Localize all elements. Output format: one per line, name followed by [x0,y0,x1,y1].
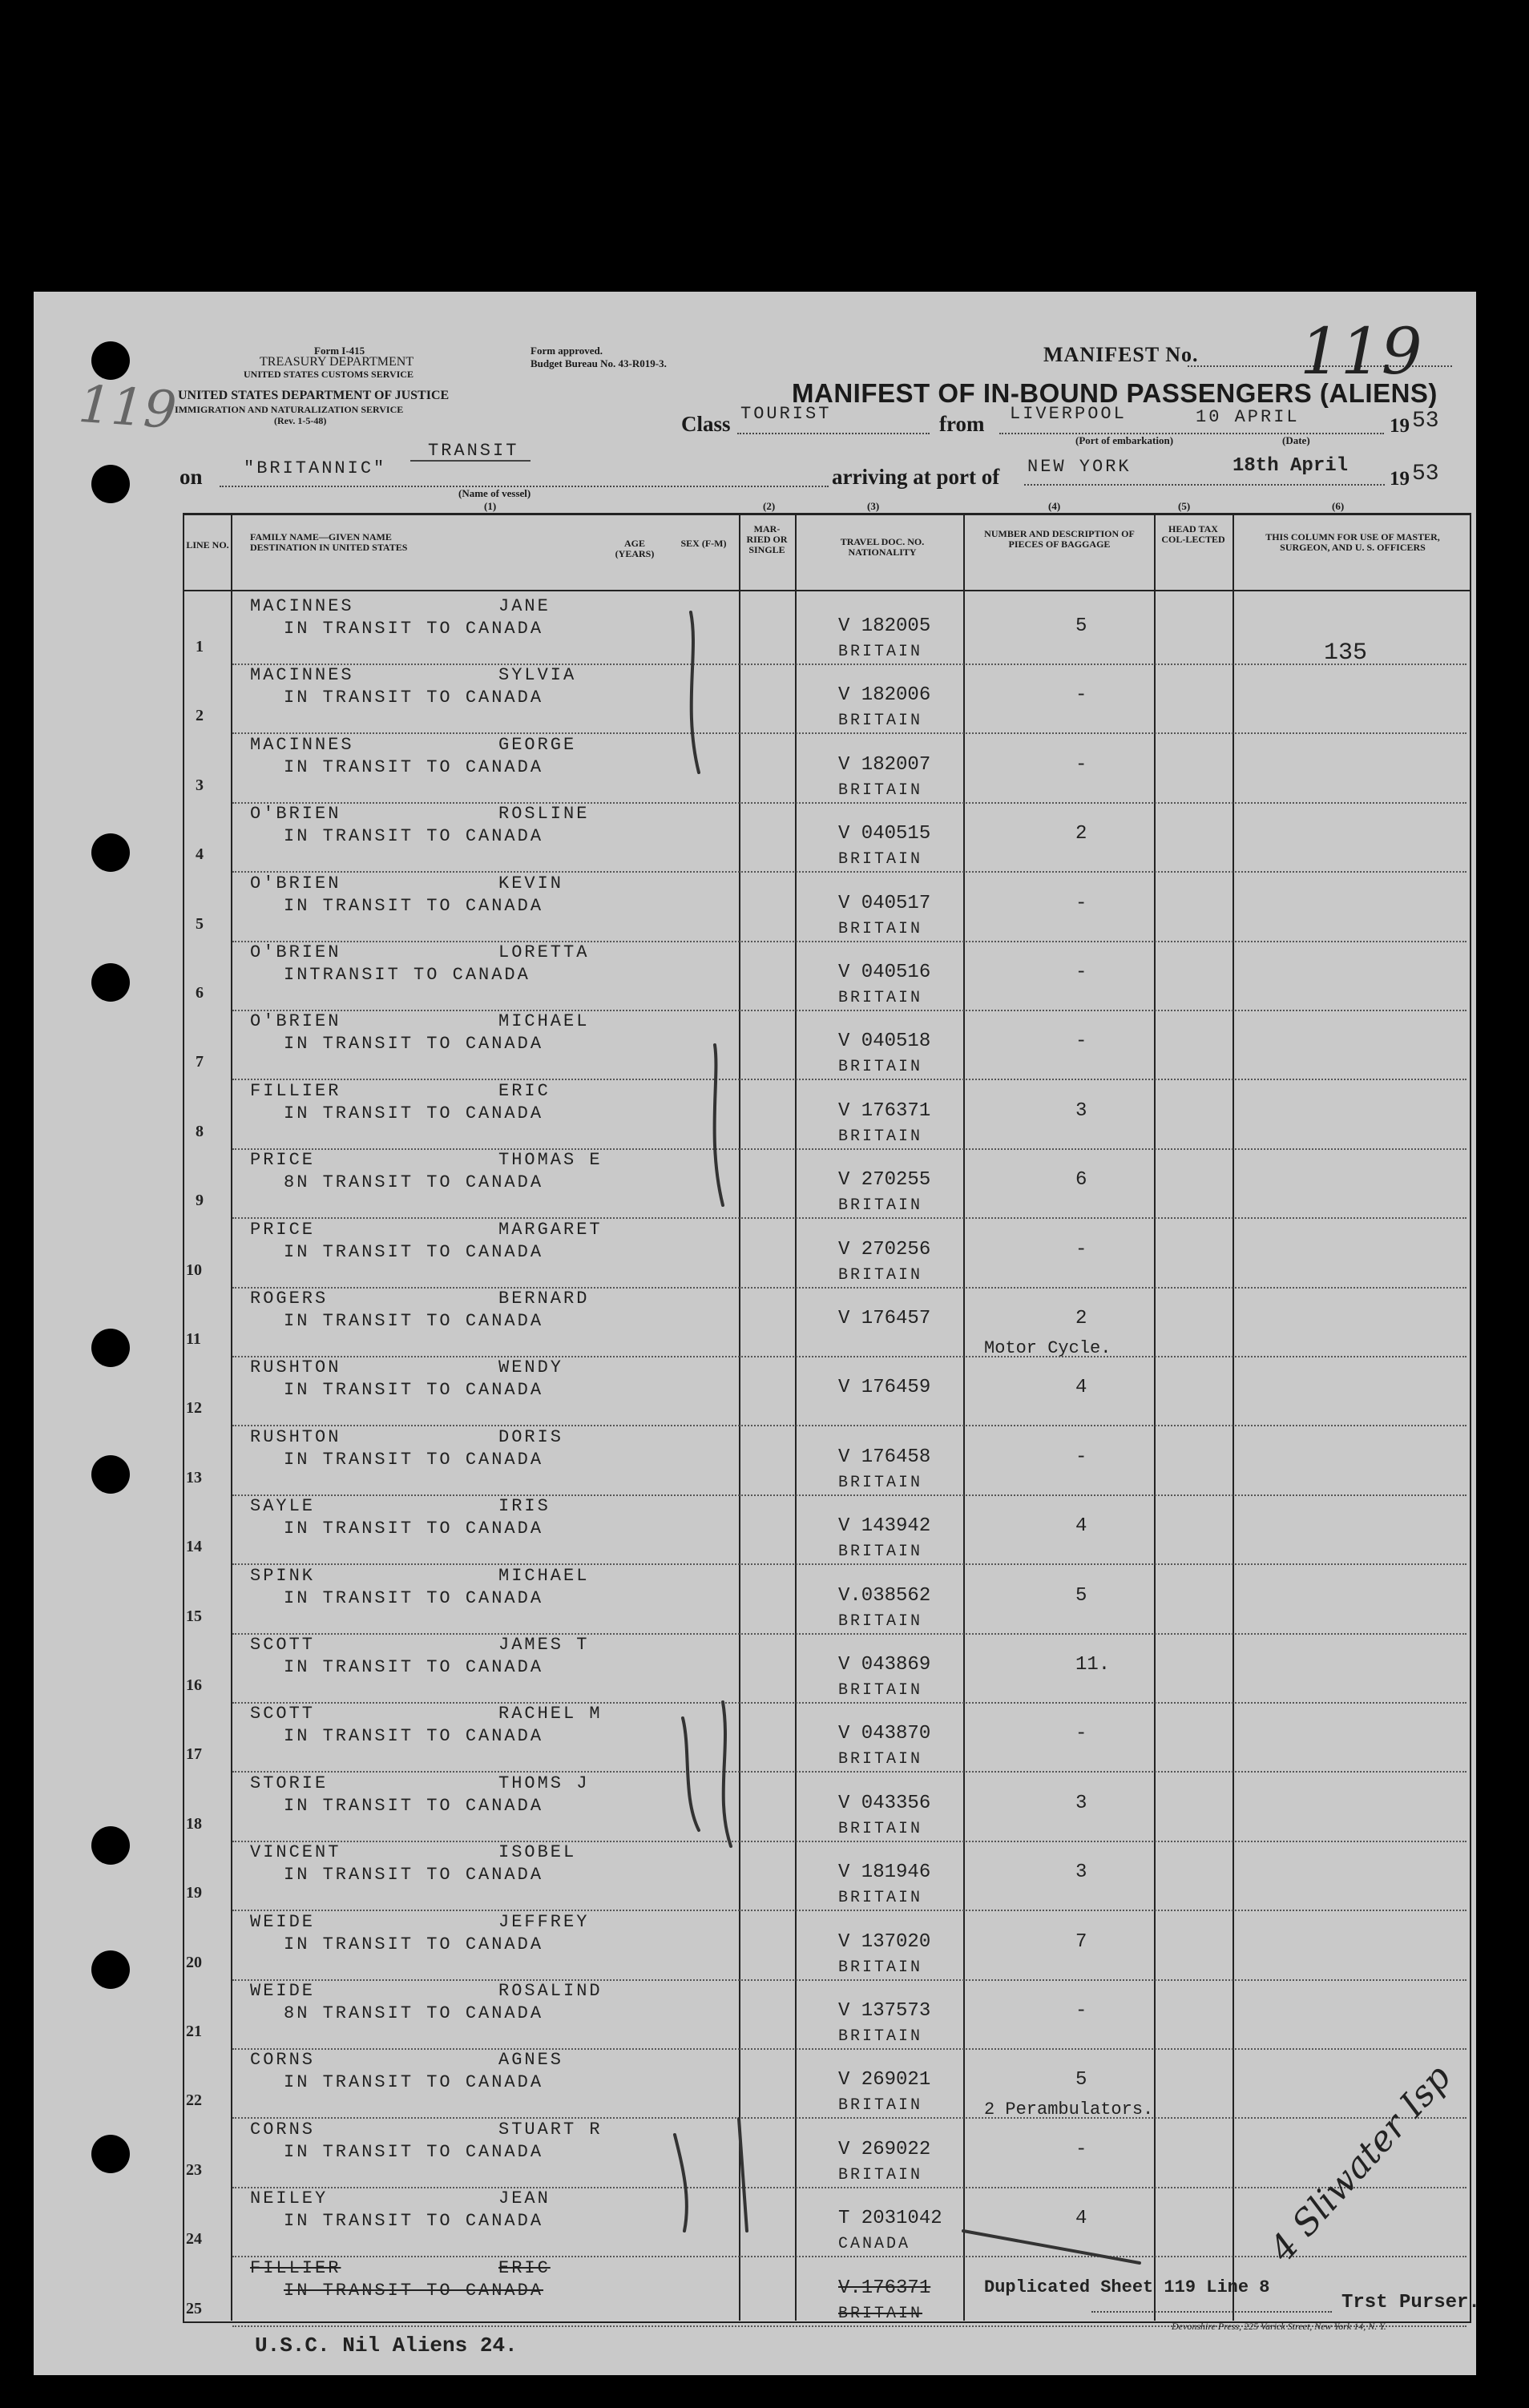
passenger-given-name: ISOBEL [498,1842,577,1863]
travel-doc-number: V 040517 [838,892,931,914]
passenger-given-name: RACHEL M [498,1704,603,1724]
passenger-destination: IN TRANSIT TO CANADA [284,1034,544,1055]
row-line-number: 10 [186,1260,202,1279]
passenger-family-name: RUSHTON [250,1426,341,1447]
passenger-family-name: SPINK [250,1565,316,1586]
baggage-count: - [1075,962,1087,983]
baggage-count: - [1075,1723,1087,1745]
passenger-family-name: SCOTT [250,1704,316,1724]
travel-doc-number: V 181946 [838,1861,931,1884]
baggage-count: 2 [1075,823,1087,845]
travel-doc-number: V 143942 [838,1515,931,1538]
vessel-name: "BRITANNIC" [244,458,387,478]
row-line-number: 1 [196,638,204,655]
passenger-family-name: O'BRIEN [250,1011,341,1032]
class-label: Class [681,412,731,436]
passenger-destination: INTRANSIT TO CANADA [284,965,531,985]
row-line-number: 3 [196,776,204,794]
travel-doc-number: V 269022 [838,2138,931,2160]
baggage-count: - [1075,1238,1087,1260]
passenger-given-name: JAMES T [498,1635,590,1655]
baggage-count: 2 [1075,1308,1087,1329]
passenger-given-name: ROSALIND [498,1981,603,2001]
row-line-number: 12 [186,1399,202,1418]
nationality: BRITAIN [838,1473,923,1492]
passenger-given-name: STUART R [498,2119,603,2140]
passenger-given-name: MARGARET [498,1219,603,1240]
passenger-given-name: ROSLINE [498,804,590,825]
baggage-count: 5 [1075,1584,1087,1607]
passenger-destination: IN TRANSIT TO CANADA [284,1934,544,1954]
manifest-number-label: MANIFEST No. [1043,343,1199,366]
officer-note: 135 [1324,639,1368,667]
passenger-destination: IN TRANSIT TO CANADA [284,2141,544,2162]
class-value: TOURIST [740,404,832,424]
passenger-destination: IN TRANSIT TO CANADA [284,1380,544,1401]
nationality: BRITAIN [838,1127,923,1146]
passenger-destination: IN TRANSIT TO CANADA [284,619,544,639]
passenger-given-name: IRIS [498,1496,551,1517]
passenger-family-name: FILLIER [250,1080,341,1101]
col-header-sex: SEX (F-M) [680,538,727,549]
passenger-family-name: FILLIER [250,2257,341,2278]
baggage-count: 11. [1075,1654,1111,1676]
arrival-year: 53 [1412,462,1439,486]
passenger-family-name: SAYLE [250,1496,316,1517]
form-number: Form I-415 [314,345,365,357]
nationality: BRITAIN [838,1265,923,1285]
passenger-destination: IN TRANSIT TO CANADA [284,1449,544,1470]
row-line-number: 19 [186,1884,202,1902]
form-budget: Budget Bureau No. 43-R019-3. [531,357,667,369]
passenger-destination: 8N TRANSIT TO CANADA [284,1172,544,1193]
embark-port: LIVERPOOL [1010,404,1127,424]
baggage-count: 7 [1075,1930,1087,1953]
passenger-family-name: VINCENT [250,1842,341,1863]
nationality: BRITAIN [838,1750,923,1769]
row-line-number: 16 [186,1676,202,1694]
baggage-count: 5 [1075,2069,1087,2091]
travel-doc-number: V 182005 [838,615,931,637]
baggage-count: - [1075,753,1087,776]
passenger-destination: IN TRANSIT TO CANADA [284,756,544,777]
printer-imprint: Devonshire Press, 225 Varick Street, New York 14, N. Y. [1172,2321,1386,2332]
form-justice: UNITED STATES DEPARTMENT OF JUSTICE [178,389,450,402]
passenger-family-name: ROGERS [250,1289,329,1309]
nationality: BRITAIN [838,1681,923,1700]
passenger-family-name: O'BRIEN [250,873,341,893]
inspector-signature: 4 Sliwater Isp [1261,2056,1459,2270]
tick-mark [683,1718,699,1830]
row-line-number: 24 [186,2230,202,2249]
year-value: 53 [1412,409,1439,434]
passenger-destination: IN TRANSIT TO CANADA [284,1865,544,1886]
nationality: BRITAIN [838,850,923,869]
passenger-given-name: AGNES [498,2050,564,2071]
tick-mark [675,2135,687,2231]
on-label: on [180,465,203,489]
passenger-destination: IN TRANSIT TO CANADA [284,1519,544,1539]
passenger-given-name: WENDY [498,1357,564,1378]
passenger-given-name: THOMAS E [498,1150,603,1171]
passenger-destination: IN TRANSIT TO CANADA [284,1657,544,1677]
col-header-travel: TRAVEL DOC. NO. NATIONALITY [840,536,925,558]
passenger-given-name: JANE [498,596,551,616]
arrival-port: NEW YORK [1027,457,1132,477]
form-dept: TREASURY DEPARTMENT [260,355,414,369]
row-line-number: 7 [196,1053,204,1071]
baggage-count: - [1075,1031,1087,1053]
passenger-given-name: SYLVIA [498,665,577,686]
row-line-number: 5 [196,914,204,933]
travel-doc-number: V 176457 [838,1308,931,1329]
baggage-count: 3 [1075,1099,1087,1122]
row-line-number: 25 [186,2299,202,2317]
form-rev: (Rev. 1-5-48) [274,415,327,426]
baggage-count: - [1075,2138,1087,2160]
nationality: BRITAIN [838,780,923,800]
passenger-family-name: MACINNES [250,596,354,616]
travel-doc-number: V 176459 [838,1377,931,1399]
col-number: (2) [763,500,776,512]
tick-mark [723,1702,731,1846]
vessel-caption: (Name of vessel) [458,487,531,499]
passenger-destination: IN TRANSIT TO CANADA [284,688,544,708]
baggage-count: - [1075,1446,1087,1468]
transit-note: TRANSIT [428,441,519,461]
row-line-number: 15 [186,1607,202,1625]
arrival-year-prefix: 19 [1390,468,1410,490]
col-number: (4) [1048,500,1061,512]
nationality: BRITAIN [838,712,923,731]
arrival-date: 18th April [1232,455,1349,477]
travel-doc-number: V.176371 [838,2277,931,2299]
col-number: (1) [484,500,497,512]
baggage-count: - [1075,2000,1087,2022]
passenger-family-name: PRICE [250,1219,316,1240]
col-number: (5) [1178,500,1191,512]
travel-doc-number: V 269021 [838,2069,931,2091]
row-line-number: 6 [196,984,204,1002]
baggage-count: 4 [1075,1515,1087,1538]
passenger-given-name: DORIS [498,1426,564,1447]
embark-date: 10 APRIL [1196,407,1300,427]
year-prefix: 19 [1390,415,1410,437]
nationality: BRITAIN [838,2096,923,2116]
row-line-number: 13 [186,1468,202,1486]
nationality: BRITAIN [838,1889,923,1908]
passenger-destination: IN TRANSIT TO CANADA [284,2280,544,2301]
nationality: BRITAIN [838,1196,923,1216]
travel-doc-number: V 043356 [838,1792,931,1814]
col-header-name: FAMILY NAME—GIVEN NAME DESTINATION IN UNITED STATES [250,531,408,553]
passenger-family-name: WEIDE [250,1911,316,1932]
col-number: (3) [867,500,880,512]
nationality: BRITAIN [838,1058,923,1077]
passenger-destination: 8N TRANSIT TO CANADA [284,2003,544,2023]
travel-doc-number: V 040515 [838,823,931,845]
date-caption: (Date) [1282,434,1310,446]
passenger-given-name: ERIC [498,1080,551,1101]
form-approval: Form approved. [531,345,603,357]
travel-doc-number: V 270256 [838,1238,931,1260]
nationality: BRITAIN [838,1819,923,1838]
passenger-family-name: O'BRIEN [250,804,341,825]
manifest-sheet [34,292,1480,2375]
baggage-count: 3 [1075,1861,1087,1884]
passenger-destination: IN TRANSIT TO CANADA [284,1726,544,1747]
nationality: BRITAIN [838,2304,923,2323]
baggage-count: Duplicated Sheet 119 Line 8 [984,2277,1270,2297]
nationality: BRITAIN [838,1958,923,1977]
passenger-family-name: MACINNES [250,665,354,686]
manifest-number-value: 119 [1300,314,1422,389]
row-line-number: 4 [196,845,204,864]
col-header-officers: THIS COLUMN FOR USE OF MASTER, SURGEON, AND U. S. OFFICERS [1265,531,1440,553]
passenger-given-name: JEAN [498,2188,551,2209]
row-line-number: 14 [186,1538,202,1556]
passenger-destination: IN TRANSIT TO CANADA [284,1103,544,1123]
passenger-given-name: JEFFREY [498,1911,590,1932]
nationality: BRITAIN [838,2027,923,2046]
row-line-number: 21 [186,2023,202,2040]
passenger-destination: IN TRANSIT TO CANADA [284,1795,544,1816]
col-number: (6) [1332,500,1345,512]
manifest-title: MANIFEST OF IN-BOUND PASSENGERS (ALIENS) [792,378,1438,408]
passenger-destination: IN TRANSIT TO CANADA [284,2072,544,2093]
from-label: from [939,412,985,436]
nationality: BRITAIN [838,1543,923,1562]
travel-doc-number: V 176458 [838,1446,931,1468]
travel-doc-number: V 182006 [838,684,931,707]
passenger-family-name: PRICE [250,1150,316,1171]
form-ins: IMMIGRATION AND NATURALIZATION SERVICE [175,404,404,415]
col-header-line: LINE NO. [186,539,229,551]
form-service: UNITED STATES CUSTOMS SERVICE [244,369,414,380]
passenger-destination: IN TRANSIT TO CANADA [284,1241,544,1262]
tick-mark [691,612,699,772]
passenger-family-name: SCOTT [250,1635,316,1655]
baggage-count: 6 [1075,1169,1087,1192]
travel-doc-number: V 182007 [838,753,931,776]
passenger-family-name: CORNS [250,2050,316,2071]
margin-manifest-number: 119 [76,374,179,442]
passenger-given-name: MICHAEL [498,1565,590,1586]
passenger-family-name: NEILEY [250,2188,329,2209]
nationality: CANADA [838,2235,911,2254]
row-line-number: 2 [196,707,204,725]
passenger-family-name: O'BRIEN [250,942,341,962]
row-line-number: 17 [186,1745,202,1764]
passenger-destination: IN TRANSIT TO CANADA [284,1587,544,1608]
travel-doc-number: V 043869 [838,1654,931,1676]
col-header-married: MAR-RIED OR SINGLE [746,523,788,555]
passenger-family-name: RUSHTON [250,1357,341,1378]
tick-mark [739,2119,747,2231]
passenger-destination: IN TRANSIT TO CANADA [284,2211,544,2232]
handwritten-annotations [34,292,1476,2375]
baggage-description: 2 Perambulators. [984,2099,1154,2120]
passenger-family-name: CORNS [250,2119,316,2140]
passenger-given-name: GEORGE [498,734,577,755]
passenger-given-name: BERNARD [498,1289,590,1309]
col-header-headtax: HEAD TAX COL-LECTED [1161,523,1225,545]
baggage-description: Motor Cycle. [984,1338,1111,1358]
passenger-given-name: KEVIN [498,873,564,893]
baggage-count: - [1075,684,1087,707]
nationality: BRITAIN [838,989,923,1007]
travel-doc-number: V 270255 [838,1169,931,1192]
row-line-number: 22 [186,2091,202,2110]
row-line-number: 20 [186,1953,202,1971]
passenger-given-name: THOMS J [498,1773,590,1793]
col-header-age: AGE (YEARS) [615,538,655,559]
row-line-number: 18 [186,1814,202,1833]
travel-doc-number: V 040518 [838,1031,931,1053]
baggage-count: 4 [1075,1377,1087,1399]
passenger-destination: IN TRANSIT TO CANADA [284,895,544,916]
travel-doc-number: V.038562 [838,1584,931,1607]
baggage-count: 3 [1075,1792,1087,1814]
passenger-family-name: STORIE [250,1773,329,1793]
passenger-destination: IN TRANSIT TO CANADA [284,1311,544,1331]
col-header-baggage: NUMBER AND DESCRIPTION OF PIECES OF BAGGAGE [984,528,1135,550]
passenger-given-name: MICHAEL [498,1011,590,1032]
travel-doc-number: V 176371 [838,1099,931,1122]
row-line-number: 8 [196,1122,204,1140]
embark-caption: (Port of embarkation) [1075,434,1174,446]
row-line-number: 11 [186,1330,201,1348]
passenger-family-name: WEIDE [250,1981,316,2001]
travel-doc-number: T 2031042 [838,2208,942,2230]
row-line-number: 23 [186,2160,202,2179]
signature-label: Trst Purser. [1341,2292,1480,2313]
tick-mark [715,1045,723,1205]
baggage-count: - [1075,892,1087,914]
passenger-given-name: ERIC [498,2257,551,2278]
nationality: BRITAIN [838,919,923,938]
passenger-given-name: LORETTA [498,942,590,962]
baggage-count: 4 [1075,2208,1087,2230]
travel-doc-number: V 040516 [838,962,931,983]
aliens-count: U.S.C. Nil Aliens 24. [255,2333,518,2358]
travel-doc-number: V 043870 [838,1723,931,1745]
passenger-family-name: MACINNES [250,734,354,755]
nationality: BRITAIN [838,643,923,661]
travel-doc-number: V 137020 [838,1930,931,1953]
passenger-destination: IN TRANSIT TO CANADA [284,826,544,847]
arriving-label: arriving at port of [832,465,1000,489]
nationality: BRITAIN [838,1611,923,1631]
nationality: BRITAIN [838,2165,923,2184]
row-line-number: 9 [196,1192,204,1210]
baggage-count: 5 [1075,615,1087,637]
travel-doc-number: V 137573 [838,2000,931,2022]
tick-mark [963,2231,1140,2263]
